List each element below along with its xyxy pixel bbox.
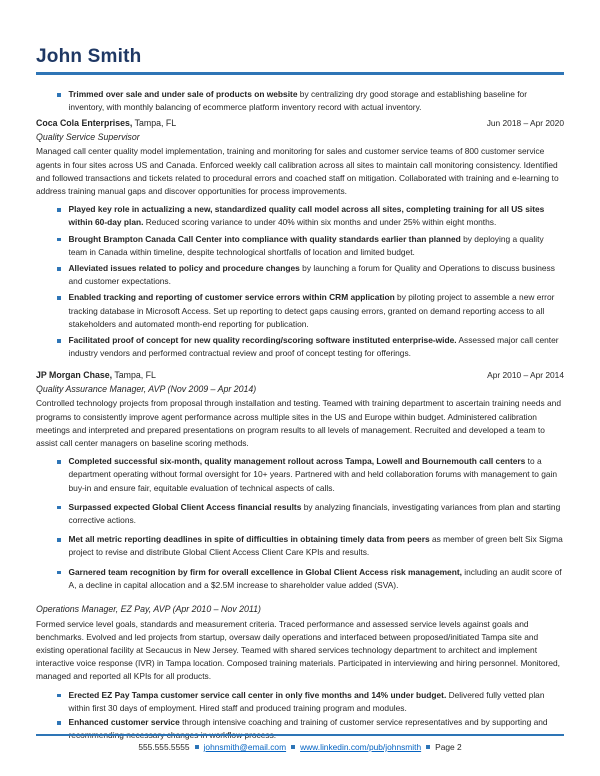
role-summary: Managed call center quality model implementation, training and monitoring for sales and customer service teams of 800 customer service agents in four sites across US and Canada. Enforced weekly call calibration across all sites to maintain call monitoring consistency. Identified and followed transactions and tickets related to procedural errors and coached staff on mitigation. Collaborated with training and e-learning to address training manual gaps and discover opportunities for process improvements. xyxy=(36,146,559,197)
job-title: Quality Service Supervisor xyxy=(36,131,140,142)
bullet-text xyxy=(69,334,565,360)
bullet-square-icon xyxy=(57,571,61,575)
bullet-square-icon xyxy=(57,694,61,698)
list-item xyxy=(57,566,564,592)
list-item xyxy=(57,455,564,495)
bullet-text xyxy=(69,88,565,114)
list-item xyxy=(57,501,564,527)
bullet-bold-lead: Trimmed over sale and under sale of products on website xyxy=(68,89,298,99)
bullet-text xyxy=(69,533,565,559)
company-line xyxy=(36,117,176,131)
bullet-detail: Assessed major call center industry vendors and performed contractual review and proof of concept testing for offerings. xyxy=(68,335,559,359)
company-name: JP Morgan Chase, xyxy=(36,370,113,381)
role-summary: Controlled technology projects from proposal through installation and testing. Teamed with training department to ascertain training needs and programs to consistently improve agent performance across multiple sites in the US and Europe within budget. Administered calibration meetings and interpreted and prepared presentations on program results to all levels of management. Recruited and developed a team to assist call center managers on baseline scoring methods. xyxy=(36,398,561,449)
separator-square-icon xyxy=(195,745,199,749)
separator-square-icon xyxy=(426,745,430,749)
bullet-detail: by launching a forum for Quality and Operations to discuss business and customer expectations. xyxy=(68,263,555,287)
bullet-bold-lead: Facilitated proof of concept for new quality recording/scoring software instituted enterprise-wide. xyxy=(68,335,457,346)
bullet-detail: to a department operating without formal oversight for 10+ years. Partnered with and held collaboration forums with management to gain buy-in and ensure fair, equitable evaluation of technical aspects of calls. xyxy=(68,456,558,493)
bullet-text xyxy=(69,203,565,229)
company-header xyxy=(36,369,564,383)
footer-page-number: Page 2 xyxy=(435,742,462,752)
bullet-bold-lead: Met all metric reporting deadlines in spite of difficulties in obtaining timely data from peers xyxy=(68,534,430,545)
employment-dates: Apr 2010 – Apr 2014 xyxy=(487,370,564,381)
bullet-bold-lead: Garnered team recognition by firm for overall excellence in Global Client Access risk management, xyxy=(68,566,462,577)
intro-bullet-list xyxy=(36,88,564,114)
achievement-list xyxy=(36,203,564,360)
bullet-square-icon xyxy=(57,506,61,510)
bullet-square-icon xyxy=(57,238,61,242)
bullet-text xyxy=(69,455,565,495)
employment-dates: Jun 2018 – Apr 2020 xyxy=(486,118,564,129)
page-title: John Smith xyxy=(36,46,564,75)
footer-linkedin-link[interactable]: www.linkedin.com/pub/johnsmith xyxy=(300,742,422,752)
bullet-bold-lead: Erected EZ Pay Tampa customer service call center in only five months and 14% under budget. xyxy=(68,689,447,700)
role-summary: Formed service level goals, standards and measurement criteria. Traced performance and assessed service levels against goals and benchmarks. Evolved and led projects from startup, oversaw daily operations and interfaced between proposed/initiated Tampa site and existing operational facility at Secaucus in New Jersey. Teamed with shared services technology department to architect and implement interactive voice response (IVR) in Tampa location. Composed training materials. Participated in interviewing and hiring personnel. Monitored, managed and reported all KPIs for all products. xyxy=(36,618,561,682)
bullet-bold-lead: Enabled tracking and reporting of customer service errors within CRM application xyxy=(68,292,395,303)
bullet-square-icon xyxy=(57,339,61,343)
bullet-detail: including an audit score of A, a decline in capital allocation and a $2.5M increase to shareholder value added (SVA). xyxy=(68,566,562,590)
bullet-square-icon xyxy=(57,296,61,300)
bullet-square-icon xyxy=(57,267,61,271)
list-item xyxy=(57,88,564,114)
footer-phone: 555.555.5555 xyxy=(138,742,190,752)
company-line xyxy=(36,369,156,383)
company-location: Tampa, FL xyxy=(132,118,177,129)
bullet-detail: by piloting project to assemble a new error tracking database in Microsoft Access. Set up reporting to detect gaps causing errors, granted on demand reporting access to all stakeholders and automated month-end reporting for publication. xyxy=(68,292,555,329)
bullet-detail: Reduced scoring variance to under 40% within six months and under 25% within eight months. xyxy=(143,217,497,228)
bullet-bold-lead: Brought Brampton Canada Call Center into compliance with quality standards earlier than planned xyxy=(68,233,461,244)
separator-square-icon xyxy=(291,745,295,749)
bullet-detail: through intensive coaching and training of customer service representatives and by supporting and recommending necessary changes in workflow process. xyxy=(68,717,548,741)
list-item xyxy=(57,689,564,715)
job-title: Quality Assurance Manager, AVP (Nov 2009 – Apr 2014) xyxy=(36,383,257,394)
bullet-detail: by centralizing dry good storage and establishing baseline for inventory, with monthly balancing of ecommerce platform inventory record with actual inventory. xyxy=(68,89,528,113)
list-item xyxy=(57,291,564,331)
company-location: Tampa, FL xyxy=(112,370,156,381)
footer-email-link[interactable]: johnsmith@email.com xyxy=(203,742,287,752)
job-title: Operations Manager, EZ Pay, AVP (Apr 2010 – Nov 2011) xyxy=(36,604,261,615)
bullet-square-icon xyxy=(57,538,61,542)
bullet-detail: by deploying a quality team in Canada within timeline, despite technological shortfalls of location and limited budget. xyxy=(68,233,544,257)
bullet-square-icon xyxy=(57,208,61,212)
bullet-text xyxy=(69,689,565,715)
bullet-bold-lead: Played key role in actualizing a new, standardized quality call model across all sites, completing training for all US sites within 60-day plan. xyxy=(68,204,545,228)
bullet-square-icon xyxy=(57,460,61,464)
list-item xyxy=(57,203,564,229)
list-item xyxy=(57,233,564,259)
bullet-text xyxy=(69,566,565,592)
bullet-bold-lead: Completed successful six-month, quality management rollout across Tampa, Lowell and Bournemouth call centers xyxy=(68,456,526,467)
company-name: Coca Cola Enterprises, xyxy=(36,118,133,129)
achievement-list xyxy=(36,455,564,592)
company-header xyxy=(36,117,564,131)
bullet-detail: by analyzing financials, investigating variances from plan and starting corrective actions. xyxy=(68,501,561,526)
bullet-text xyxy=(69,291,565,331)
bullet-detail: as member of green belt Six Sigma project to revise and distribute Global Client Access Client Care KPIs and results. xyxy=(68,534,563,558)
page-footer xyxy=(36,734,564,752)
bullet-bold-lead: Surpassed expected Global Client Access financial results xyxy=(68,501,302,512)
list-item xyxy=(57,533,564,559)
bullet-bold-lead: Alleviated issues related to policy and procedure changes xyxy=(68,263,300,274)
list-item xyxy=(57,262,564,288)
bullet-square-icon xyxy=(57,721,61,725)
bullet-text xyxy=(69,262,565,288)
list-item xyxy=(57,334,564,360)
bullet-bold-lead: Enhanced customer service xyxy=(68,717,180,728)
bullet-square-icon xyxy=(57,93,61,97)
bullet-detail: Delivered fully vetted plan within first 30 days of employment. Hired staff and produced training program and modules. xyxy=(68,689,545,713)
bullet-text xyxy=(69,233,565,259)
bullet-text xyxy=(69,501,565,527)
